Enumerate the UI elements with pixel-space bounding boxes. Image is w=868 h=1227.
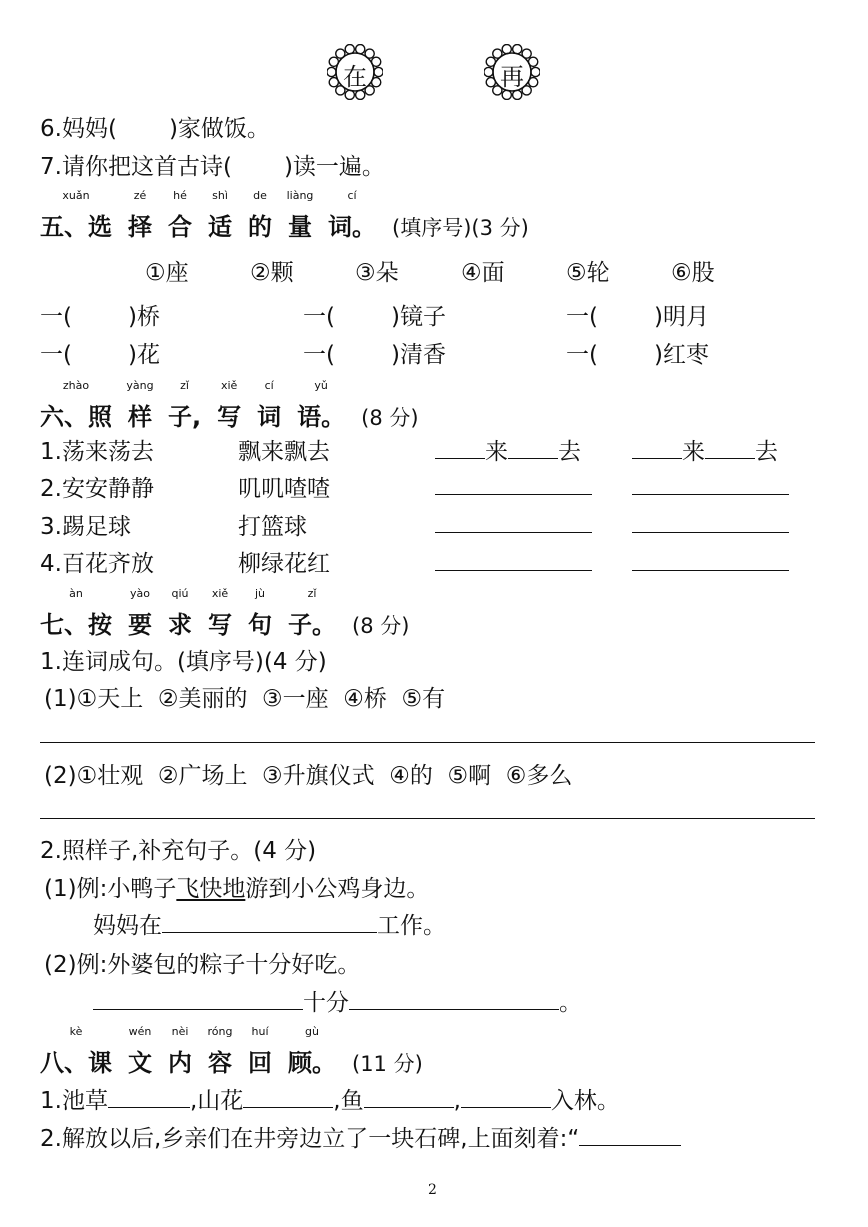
measure-option: ④面 [461,260,505,286]
word-example: 4.百花齐放 [40,551,154,577]
stele-fill: 2.解放以后,乡亲们在井旁边立了一块石碑,上面刻着:“ [40,1120,681,1153]
fill-1: 妈妈在 工作。 [93,913,446,939]
measure-blank: 一( )镜子 [303,304,446,330]
word-example: 2.安安静静 [40,476,154,502]
poem-fill: 1.池草 ,山花 ,鱼 , 入林。 [40,1088,620,1114]
measure-option: ⑤轮 [566,260,610,286]
answer-line [40,818,815,819]
word-example: 打篮球 [238,514,307,540]
word-order-2: (2)①壮观 ②广场上 ③升旗仪式 ④的 ⑤啊 ⑥多么 [44,763,573,789]
measure-blank: 一( )明月 [566,304,709,330]
stamp-zai [327,44,383,100]
answer-line [435,494,592,495]
word-order-1: (1)①天上 ②美丽的 ③一座 ④桥 ⑤有 [44,686,446,712]
measure-option: ②颗 [250,260,294,286]
item-6: 6.妈妈( )家做饭。 [40,116,270,142]
answer-line [40,742,815,743]
measure-blank: 一( )花 [40,342,160,368]
measure-option: ③朵 [355,260,399,286]
answer-line [632,570,789,571]
answer-line [435,570,592,571]
item-7: 7.请你把这首古诗( )读一遍。 [40,154,385,180]
page-number: 2 [428,1182,437,1198]
section-6-heading: zhào 六、照 yàng 样 zǐ 子, xiě 写 cí 词 yǔ 语。 (8 分) [40,379,419,431]
measure-option: ⑥股 [671,260,715,286]
answer-line [435,532,592,533]
stamp-char: 在 [343,63,367,91]
measure-blank: 一( )桥 [40,304,160,330]
word-example: 1.荡来荡去 [40,439,154,465]
measure-blank: 一( )清香 [303,342,446,368]
word-example: 3.踢足球 [40,514,131,540]
word-example: 飘来飘去 [238,439,330,465]
subquestion-2: 2.照样子,补充句子。(4 分) [40,838,317,864]
answer-line [632,532,789,533]
lai-qu-blank-2: 来 去 [632,433,778,466]
word-example: 叽叽喳喳 [238,476,330,502]
subquestion-1: 1.连词成句。(填序号)(4 分) [40,649,327,675]
measure-blank: 一( )红枣 [566,342,709,368]
example-1: (1)例:小鸭子飞快地游到小公鸡身边。 [44,876,430,902]
fill-2: 十分 。 [93,984,582,1017]
example-2: (2)例:外婆包的粽子十分好吃。 [44,952,361,978]
section-8-heading: kè 八、课 wén 文 nèi 内 róng 容 huí 回 gù 顾。 (11 分) [40,1025,423,1077]
section-5-heading: xuǎn 五、选 zé 择 hé 合 shì 适 de 的 liàng 量 cí 词。 (填序号)(3 分) [40,189,529,241]
lai-qu-blank-1: 来 去 [435,433,581,466]
stamp-char: 再 [500,63,524,91]
word-example: 柳绿花红 [238,551,330,577]
stamp-zai2 [484,44,540,100]
section-7-heading: àn 七、按 yào 要 qiú 求 xiě 写 jù 句 zǐ 子。 (8 分) [40,587,410,639]
answer-line [632,494,789,495]
measure-option: ①座 [145,260,189,286]
